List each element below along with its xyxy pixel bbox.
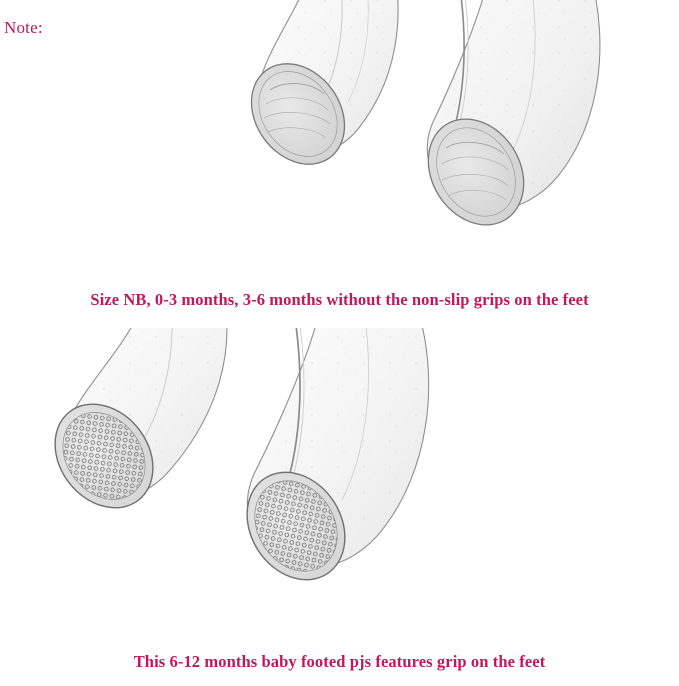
caption-with-grips: This 6-12 months baby footed pjs features grip on the feet [133,652,546,671]
caption-without-grips: Size NB, 0-3 months, 3-6 months without the non-slip grips on the feet [90,290,589,309]
feet-without-grips-photo [190,0,679,274]
feet-with-grips-photo [20,328,540,638]
note-label: Note: [4,18,43,37]
